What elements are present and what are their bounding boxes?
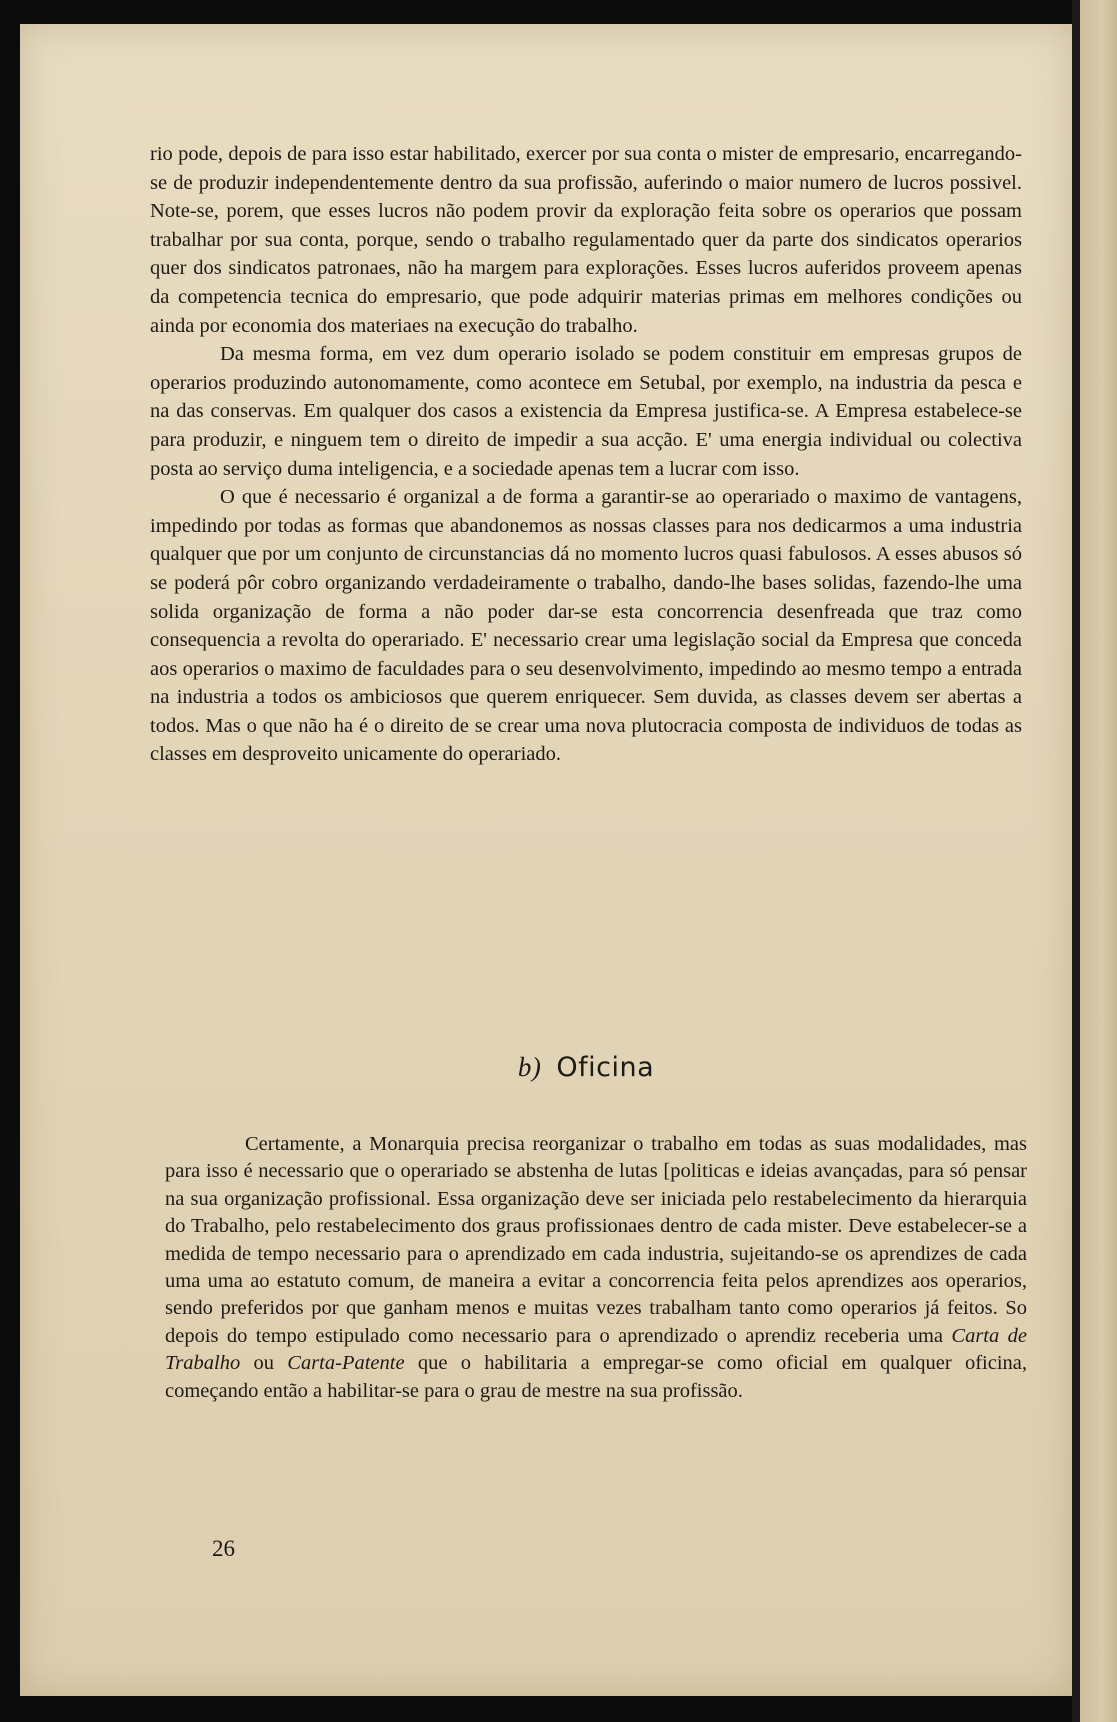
section-paragraph — [165, 1131, 1027, 1405]
page-number: 26 — [212, 1536, 235, 1561]
paragraph-2: Da mesma forma, em vez dum operario isolado se podem constituir em empresas grupos de operarios produzindo autonomamente, como acontece em Setubal, por exemplo, na industria da pesca e na das conservas. Em qualquer dos casos a existencia da Empresa justifica-se. A Empresa estabelece-se para produzir, e ninguem tem o direito de impedir a sua acção. E' uma energia individual ou colectiva posta ao serviço duma inteligencia, e a sociedade apenas tem a lucrar com isso. — [150, 343, 1022, 480]
section-paragraph-italic-1: Carta de Trabalho — [165, 1324, 1027, 1375]
body-text — [150, 140, 1022, 769]
section-body-text — [165, 1131, 1027, 1405]
paragraph-3: O que é necessario é organizal a de forma a garantir-se ao operariado o maximo de vantagens, impedindo por todas as formas que abandonemos as nossas classes para nos dedicarmos a uma industria qualquer que por um conjunto de circunstancias dá no momento lucros quasi fabulosos. A esses abusos só se poderá pôr cobro organizando verdadeiramente o trabalho, dando-lhe bases solidas, fazendo-lhe uma solida organização de forma a não poder dar-se esta concorrencia desenfreada que traz como consequencia a revolta do operariado. E' necessario crear uma legislação social da Empresa que conceda aos operarios o maximo de faculdades para o seu desenvolvimento, impedindo ao mesmo tempo a entrada na industria a todos os ambiciosos que querem enriquecer. Sem duvida, as classes devem ser abertas a todos. Mas o que não ha é o direito de se crear uma nova plutocracia composta de individuos de todas as classes em desproveito unicamente do operariado. — [150, 486, 1022, 766]
section-marker: b) — [517, 1052, 542, 1082]
section-title: Oficina — [556, 1052, 655, 1083]
section-heading — [150, 1052, 1022, 1083]
section-paragraph-text-a: Certamente, a Monarquia precisa reorganizar o trabalho em todas as suas modalidades, mas para isso é necessario que o operariado se abstenha de lutas [politicas e ideias avançadas, para só pensar na sua organização profissional. Essa organização deve ser iniciada pelo restabelecimento da hierarquia do Trabalho, pelo restabelecimento dos graus profissionaes dentro de cada mister. Deve estabelecer-se a medida de tempo necessario para o aprendizado em cada industria, sujeitando-se os aprendizes de cada uma uma ao estatuto comum, de maneira a evitar a concorrencia feita pelos aprendizes aos operarios, sendo preferidos por que ganham menos e muitas vezes trabalham tanto como operarios já feitos. So depois do tempo estipulado como necessario para o aprendizado o aprendiz receberia uma — [165, 1133, 1027, 1347]
section-paragraph-text-b: ou — [240, 1352, 288, 1375]
page-gutter — [1072, 0, 1080, 1722]
section-paragraph-italic-2: Carta-Patente — [287, 1352, 405, 1375]
paragraph-1: rio pode, depois de para isso estar habilitado, exercer por sua conta o mister de empresario, encarregando-se de produzir independentemente dentro da sua profissão, auferindo o maior numero de lucros possivel. Note-se, porem, que esses lucros não podem provir da exploração feita sobre os operarios que possam trabalhar por sua conta, porque, sendo o trabalho regulamentado quer da parte dos sindicatos operarios quer dos sindicatos patronaes, não ha margem para explorações. Esses lucros auferidos proveem apenas da competencia tecnica do empresario, que pode adquirir materias primas em melhores condições ou ainda por economia dos materiaes na execução do trabalho. — [150, 143, 1022, 337]
adjacent-page-edge — [1080, 0, 1117, 1722]
section-paragraph-text-c: que o habilitaria a empregar-se como oficial em qualquer oficina, começando então a habilitar-se para o grau de mestre na sua profissão. — [165, 1352, 1027, 1402]
